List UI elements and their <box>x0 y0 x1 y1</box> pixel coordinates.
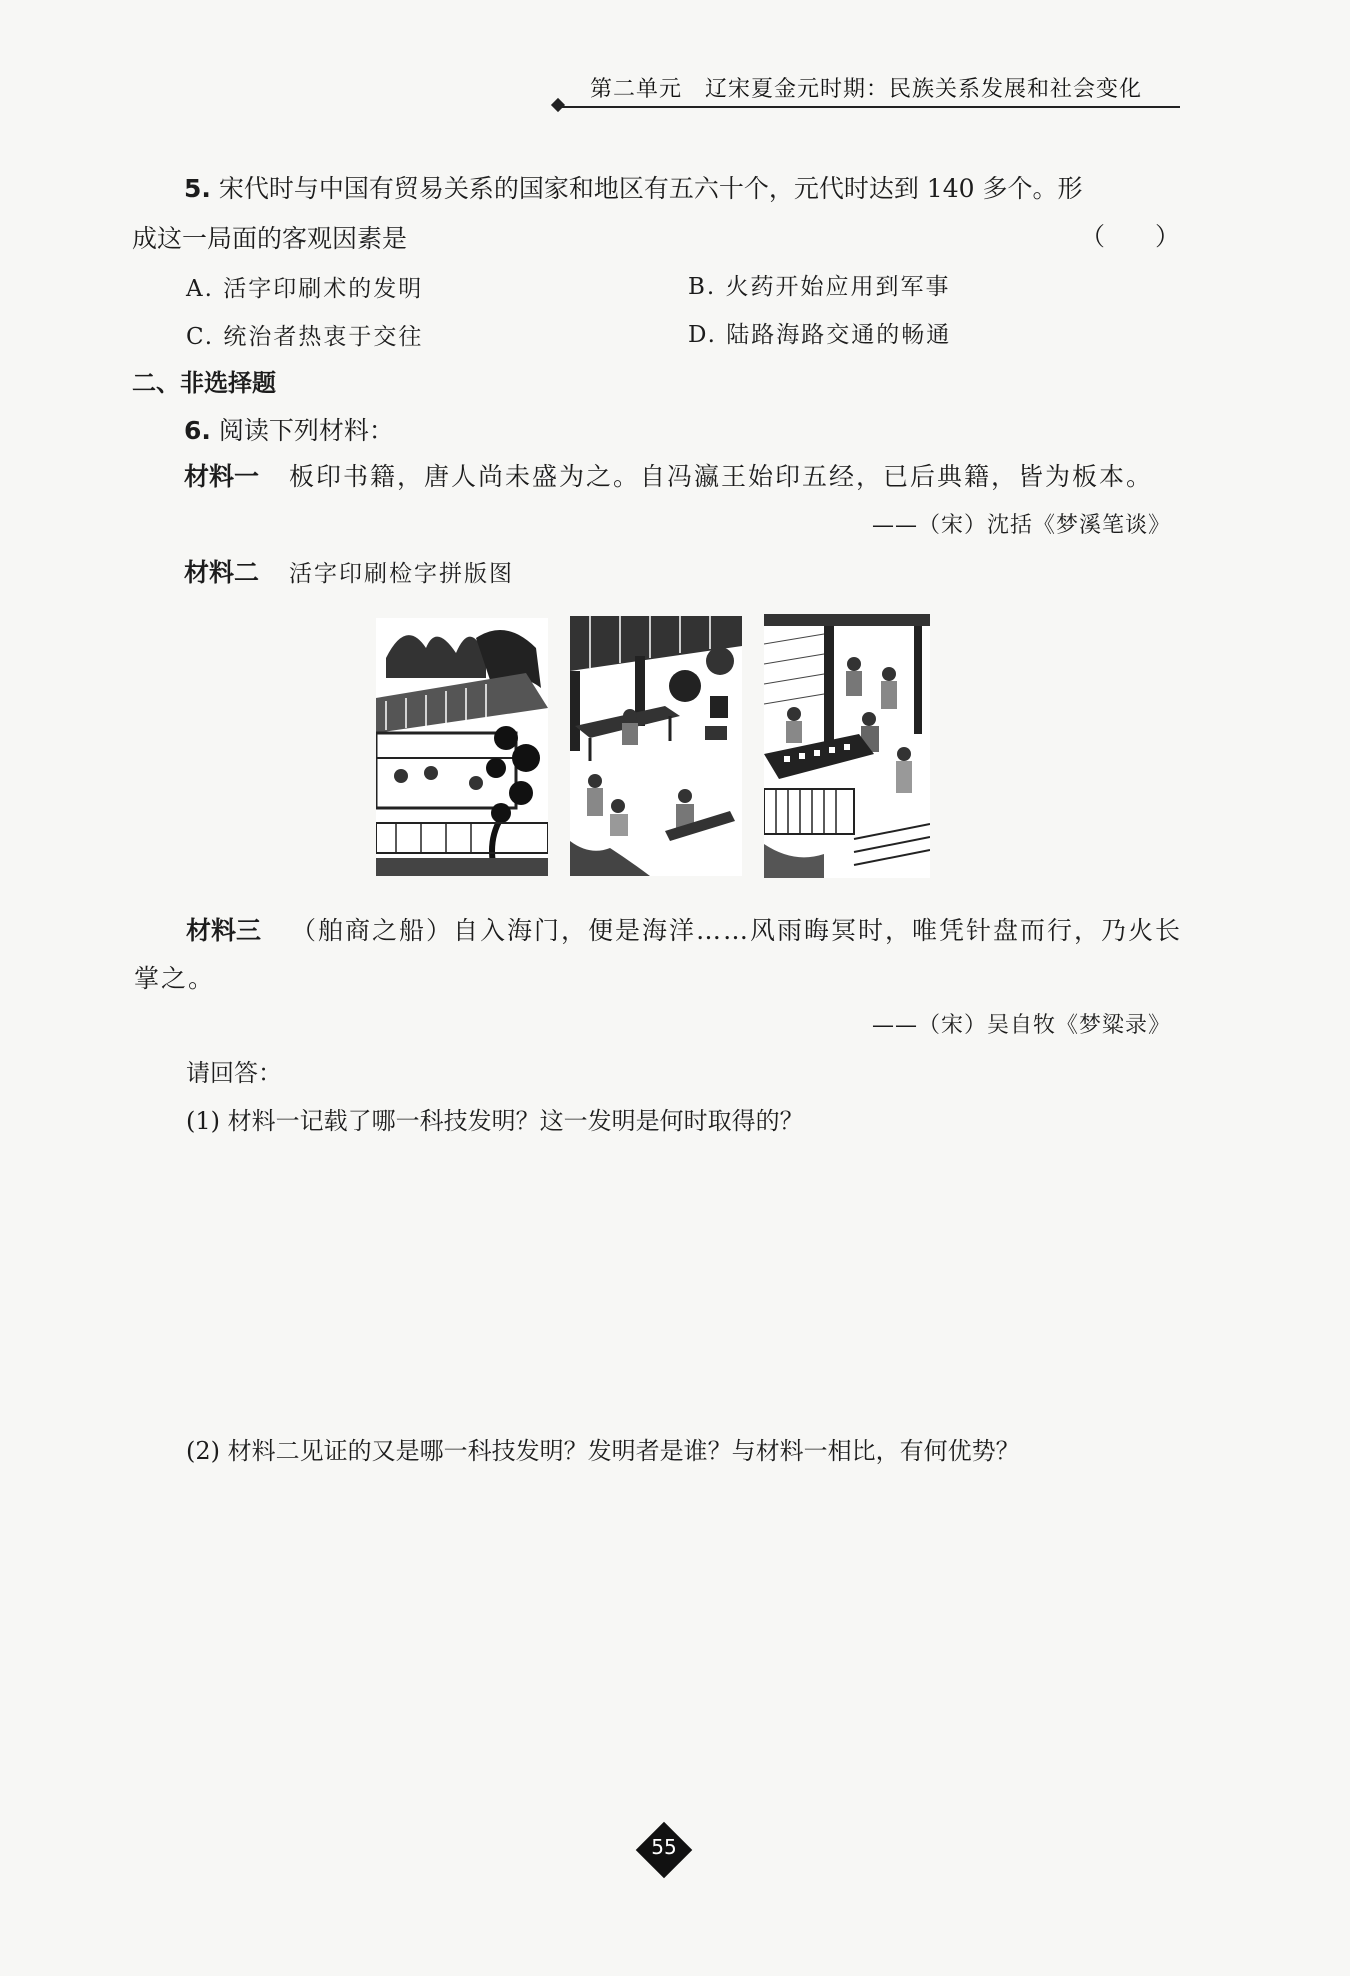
header-diamond-icon <box>551 98 565 112</box>
option-label: B. <box>688 274 717 300</box>
q5-stem-line2: 成这一局面的客观因素是 <box>132 224 408 253</box>
q5-stem-line1: 宋代时与中国有贸易关系的国家和地区有五六十个，元代时达到 140 多个。形 <box>218 174 1083 203</box>
q5-option-c <box>186 318 423 351</box>
option-label: D. <box>688 322 717 348</box>
material-3-text-line2: 掌之。 <box>134 964 216 993</box>
header-rule <box>560 106 1180 108</box>
woodcut-panel-2 <box>570 616 742 876</box>
option-label: C. <box>186 324 215 350</box>
material-1 <box>184 460 1153 494</box>
material-3 <box>186 914 1182 948</box>
material-2-text: 活字印刷检字拼版图 <box>288 561 514 587</box>
q6-number: 6. <box>184 416 211 445</box>
option-label: A. <box>186 276 214 302</box>
q5-option-d <box>688 316 951 349</box>
option-text: 陆路海路交通的畅通 <box>726 322 952 348</box>
q5-number: 5. <box>184 174 211 203</box>
option-text: 统治者热衷于交往 <box>223 324 424 350</box>
material-1-text: 板印书籍，唐人尚未盛为之。自冯瀛王始印五经，已后典籍，皆为板本。 <box>288 462 1153 491</box>
material-1-label: 材料一 <box>184 462 260 491</box>
section-title: 二、非选择题 <box>132 369 276 397</box>
q5-option-a <box>186 270 423 303</box>
ask-prompt: 请回答： <box>186 1059 282 1087</box>
material-3-text-line1: （舶商之船）自入海门，便是海洋……风雨晦冥时，唯凭针盘而行，乃火长 <box>290 916 1182 945</box>
page-number-badge <box>636 1822 692 1878</box>
q5-line1 <box>184 172 1082 206</box>
q6-intro-line <box>184 414 394 448</box>
q6-intro: 阅读下列材料： <box>218 416 394 445</box>
option-text: 火药开始应用到军事 <box>725 274 951 300</box>
material-2 <box>184 556 514 591</box>
q5-option-b <box>688 268 951 301</box>
material-1-source: ——（宋）沈括《梦溪笔谈》 <box>872 513 1172 538</box>
material-3-source: ——（宋）吴自牧《梦粱录》 <box>872 1013 1172 1038</box>
woodcut-panel-1 <box>376 618 548 876</box>
material-3-label: 材料三 <box>186 916 262 945</box>
woodcut-panel-3 <box>764 614 930 878</box>
sub-question-1: (1) 材料一记载了哪一科技发明？这一发明是何时取得的？ <box>186 1107 804 1135</box>
unit-header: 第二单元 辽宋夏金元时期：民族关系发展和社会变化 <box>590 77 1143 102</box>
sub-question-2: (2) 材料二见证的又是哪一科技发明？发明者是谁？与材料一相比，有何优势？ <box>186 1437 1020 1465</box>
q5-answer-paren: （ ） <box>1080 222 1181 251</box>
material-2-label: 材料二 <box>184 558 260 587</box>
page-number: 55 <box>651 1835 677 1859</box>
option-text: 活字印刷术的发明 <box>223 276 424 302</box>
